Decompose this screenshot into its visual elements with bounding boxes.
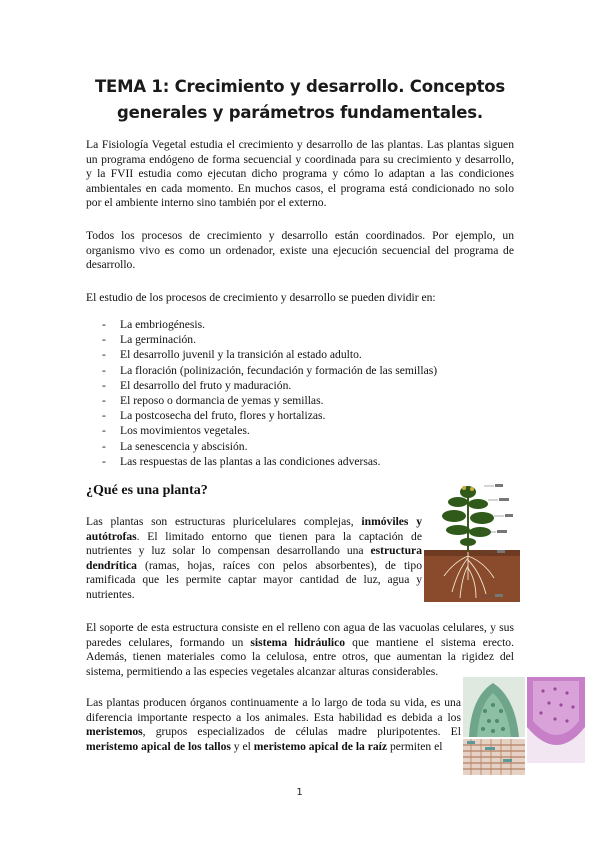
section-heading: ¿Qué es una planta? [86,483,208,498]
meristem-micrograph-icon [463,677,585,775]
list-item: - Las respuestas de las plantas a las condiciones adversas. [102,454,381,468]
page-title: TEMA 1: Crecimiento y desarrollo. Conceptos generales y parámetros fundamentales. [94,77,506,122]
coordination-paragraph: Todos los procesos de crecimiento y desarrollo están coordinados. Por ejemplo, un organismo vivo es como un ordenador, existe una ejecución secuencial del programa de desarrollo. [86,229,514,272]
processes-list [86,318,514,470]
list-item: - El desarrollo juvenil y la transición al estado adulto. [102,348,362,362]
list-item: - El reposo o dormancia de yemas y semillas. [102,393,324,407]
support-structure-paragraph: El soporte de esta estructura consiste en el relleno con agua de las vacuolas celulares, y sus paredes celulares, formando un sistema hidráulico que mantiene el sistema erecto. Además, tienen materiales como la celulosa, entre otros, que aumentan la rigidez del sistema, permitiendo a las especies vegetales alcanzar alturas considerables. [86,621,514,678]
meristems-paragraph: Las plantas producen órganos continuamente a lo largo de toda su vida, es una diferencia importante respecto a los animales. Esta habilidad es debida a los meristemos, grupos especializados de células madre pluripotentes. El meristemo apical de los tallos y el meristemo apical de la raíz permiten el [86,696,461,753]
list-item: - El desarrollo del fruto y maduración. [102,378,292,392]
list-item: - La senescencia y abscisión. [102,439,248,453]
list-item: - La postcosecha del fruto, flores y hortalizas. [102,409,326,423]
plant-definition-paragraph: Las plantas son estructuras pluricelulares complejas, inmóviles y autótrofas. El limitado entorno que tienen para la captación de nutrientes y luz solar lo compensan desarrollando una estructura dendrítica (ramas, hojas, raíces con pelos absorbentes), de tipo ramificada que les permite captar mayor cantidad de luz, agua y nutrientes. [86,515,422,601]
list-item: - Los movimientos vegetales. [102,424,250,438]
list-item: - La germinación. [102,333,196,347]
list-item: - La embriogénesis. [102,318,205,331]
page-number: 1 [296,787,303,798]
processes-intro-paragraph: El estudio de los procesos de crecimiento y desarrollo se pueden dividir en: [86,291,436,304]
intro-paragraph: La Fisiología Vegetal estudia el crecimiento y desarrollo de las plantas. Las plantas siguen un programa endógeno de forma secuencial y coordinada para su crecimiento y desarrollo, y la FVII estudia como ejecutan dicho programa y cómo lo adaptan a las condiciones ambientales en cada momento. En muchos casos, el programa está condicionado no solo por el ambiente interno sino también por el externo. [86,138,514,210]
plant-diagram-icon [424,480,520,610]
list-item: - La floración (polinización, fecundación y formación de las semillas) [102,363,438,377]
